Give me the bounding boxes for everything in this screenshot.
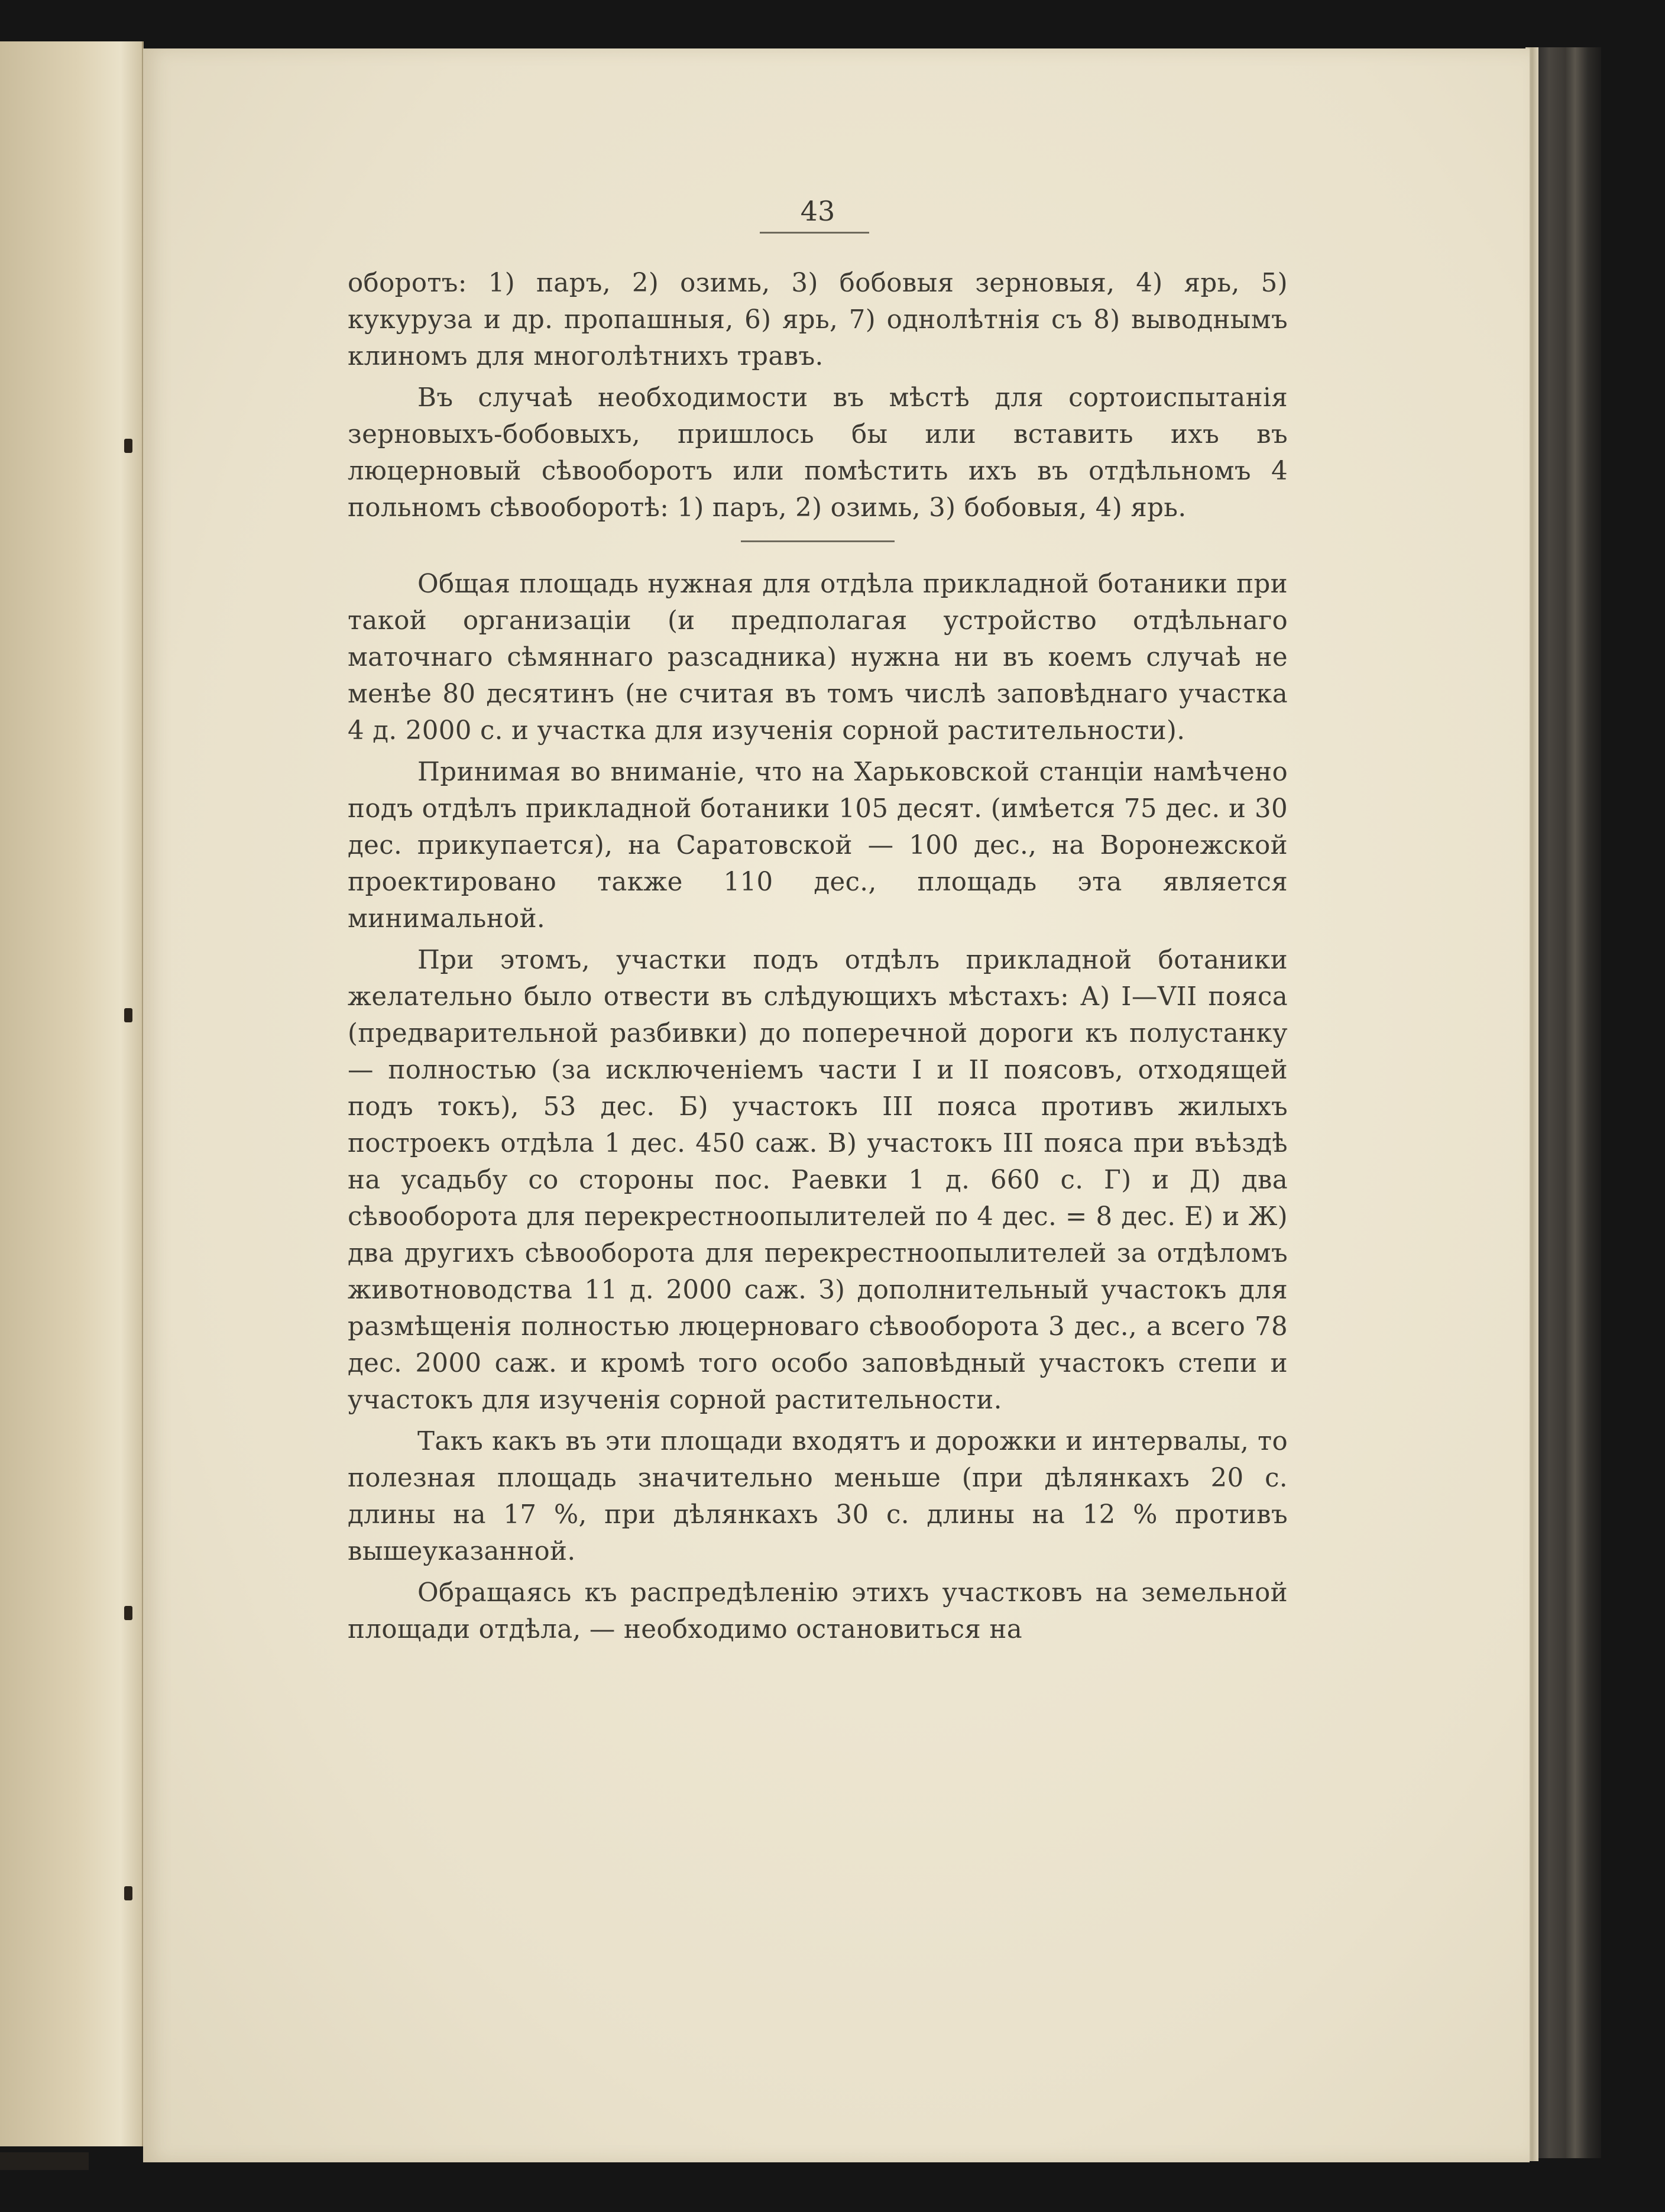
binding-thread-mark bbox=[124, 1886, 132, 1900]
left-page-edge bbox=[0, 41, 144, 2146]
spacer bbox=[348, 749, 1288, 754]
page-number-rule bbox=[760, 232, 869, 234]
spacer bbox=[348, 1418, 1288, 1423]
paragraph: оборотъ: 1) паръ, 2) озимь, 3) бобовыя зерновыя, 4) ярь, 5) кукуруза и др. пропашныя, 6) ярь, 7) однолѣтнія съ 8) выводнымъ клиномъ для многолѣтнихъ травъ. bbox=[348, 268, 1288, 371]
paragraph: Обращаясь къ распредѣленію этихъ участковъ на земельной площади отдѣла, — необходимо остановиться на bbox=[348, 1578, 1288, 1644]
left-page-bottom-strip bbox=[0, 2152, 89, 2170]
paragraph: Принимая во вниманіе, что на Харьковской станціи намѣчено подъ отдѣлъ прикладной ботаники 105 десят. (имѣется 75 дес. и 30 дес. прикупается), на Саратовской — 100 дес., на Воронежской проектировано также 110 дес., площадь эта является минимальной. bbox=[348, 757, 1288, 934]
body-text bbox=[348, 265, 1288, 1648]
paragraph: Такъ какъ въ эти площади входятъ и дорожки и интервалы, то полезная площадь значительно меньше (при дѣлянкахъ 20 с. длины на 17 %, при дѣлянкахъ 30 с. длины на 12 % противъ вышеуказанной. bbox=[348, 1427, 1288, 1566]
paragraph: При этомъ, участки подъ отдѣлъ прикладной ботаники желательно было отвести въ слѣдующихъ мѣстахъ: А) I—VII пояса (предварительной разбивки) до поперечной дороги къ полустанку — полностью (за исключеніемъ части I и II поясовъ, отходящей подъ токъ), 53 дес. Б) участокъ III пояса противъ жилыхъ построекъ отдѣла 1 дес. 450 саж. В) участокъ III пояса при въѣздѣ на усадьбу со стороны пос. Раевки 1 д. 660 с. Г) и Д) два сѣвооборота для перекрестноопылителей по 4 дес. = 8 дес. Е) и Ж) два другихъ сѣвооборота для перекрестноопылителей за отдѣломъ животноводства 11 д. 2000 саж. З) дополнительный участокъ для размѣщенія полностью люцерноваго сѣвооборота 3 дес., а всего 78 дес. 2000 саж. и кромѣ того особо заповѣдный участокъ степи и участокъ для изученія сорной растительности. bbox=[348, 945, 1288, 1415]
paragraph: Общая площадь нужная для отдѣла прикладной ботаники при такой организаціи (и предполагая устройство отдѣльнаго маточнаго сѣмяннаго разсадника) нужна ни въ коемъ случаѣ не менѣе 80 десятинъ (не считая въ томъ числѣ заповѣднаго участка 4 д. 2000 с. и участка для изученія сорной растительности). bbox=[348, 569, 1288, 746]
page-number: 43 bbox=[800, 195, 835, 227]
binding-thread-mark bbox=[124, 1606, 132, 1620]
paragraph: Въ случаѣ необходимости въ мѣстѣ для сортоиспытанія зерновыхъ-бобовыхъ, пришлось бы или вставить ихъ въ люцерновый сѣвооборотъ или помѣстить ихъ въ отдѣльномъ 4 польномъ сѣвооборотѣ: 1) паръ, 2) озимь, 3) бобовыя, 4) ярь. bbox=[348, 383, 1288, 523]
spacer bbox=[348, 375, 1288, 380]
spacer bbox=[348, 1570, 1288, 1575]
book-cover-edge bbox=[1536, 47, 1601, 2158]
spacer bbox=[348, 937, 1288, 942]
section-divider bbox=[741, 540, 895, 542]
binding-thread-mark bbox=[124, 1008, 132, 1022]
binding-thread-mark bbox=[124, 439, 132, 453]
